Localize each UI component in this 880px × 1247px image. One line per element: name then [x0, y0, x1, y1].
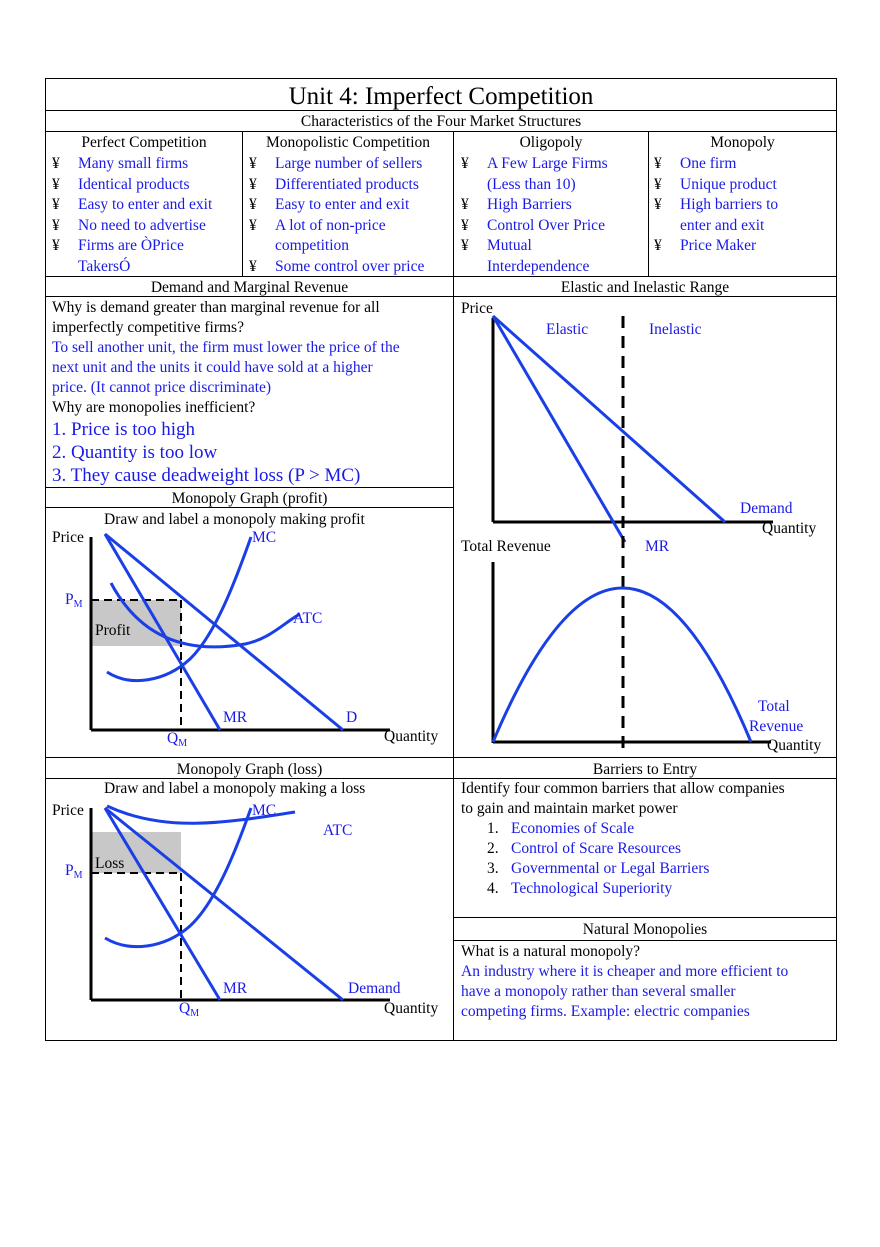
- list-item: ¥ High Barriers: [461, 196, 572, 213]
- barriers-heading: Barriers to Entry: [592, 761, 698, 778]
- barrier-item: Technological Superiority: [511, 880, 673, 897]
- qm-label: QM: [179, 1000, 200, 1019]
- barriers-question: Identify four common barriers that allow companies: [461, 780, 785, 797]
- list-item: ¥ Control Over Price: [461, 216, 605, 234]
- qm-label: QM: [167, 730, 188, 749]
- page-title: Unit 4: Imperfect Competition: [288, 83, 594, 110]
- mr-label: MR: [223, 709, 248, 726]
- list-item: ¥ Mutual: [461, 237, 532, 254]
- demand-answer: To sell another unit, the firm must lower the price of the: [52, 339, 400, 356]
- barriers-question: to gain and maintain market power: [461, 800, 678, 817]
- profit-graph-heading: Monopoly Graph (profit): [171, 490, 328, 507]
- perfect-list: [52, 154, 212, 277]
- list-item: ¥ Easy to enter and exit: [249, 196, 410, 213]
- list-item: ¥ Some control over price: [249, 257, 425, 275]
- barrier-num: 4.: [487, 880, 499, 897]
- col-title-perfect: Perfect Competition: [81, 134, 207, 151]
- demand-question: imperfectly competitive firms?: [52, 319, 244, 336]
- d-label: D: [346, 709, 358, 726]
- oligopoly-list: [461, 154, 608, 277]
- list-item-cont: TakersÓ: [78, 257, 131, 275]
- quantity-label: Quantity: [384, 728, 439, 745]
- inefficient-question: Why are monopolies inefficient?: [52, 399, 256, 416]
- total-revenue-label: Total: [758, 698, 790, 715]
- atc-label: ATC: [323, 822, 353, 839]
- atc-label: ATC: [293, 610, 323, 627]
- mc-curve: [105, 808, 251, 947]
- total-revenue-label: Revenue: [749, 718, 804, 735]
- barrier-item: Economies of Scale: [511, 820, 635, 837]
- barrier-num: 2.: [487, 840, 499, 857]
- list-item-cont: enter and exit: [680, 216, 765, 234]
- col-title-monopolistic: Monopolistic Competition: [265, 134, 431, 151]
- natural-answer: competing firms. Example: electric companies: [461, 1003, 750, 1020]
- border-top: [45, 78, 837, 79]
- col-title-oligopoly: Oligopoly: [519, 134, 583, 151]
- list-item: ¥ Easy to enter and exit: [52, 196, 213, 213]
- demand-question: Why is demand greater than marginal revenue for all: [52, 299, 380, 316]
- profit-instruction: Draw and label a monopoly making profit: [104, 511, 365, 528]
- barrier-item: Governmental or Legal Barriers: [511, 860, 710, 877]
- loss-graph: [45, 778, 454, 1040]
- divider: [453, 917, 837, 918]
- mc-label: MC: [252, 529, 277, 546]
- elastic-label: Elastic: [546, 321, 589, 338]
- list-item: ¥ Price Maker: [654, 237, 757, 254]
- list-item: ¥ One firm: [654, 155, 737, 172]
- inelastic-label: Inelastic: [649, 321, 702, 338]
- profit-label: Profit: [95, 622, 131, 639]
- characteristics-heading: Characteristics of the Four Market Structures: [300, 113, 582, 130]
- list-item: ¥ Unique product: [654, 175, 777, 193]
- divider: [45, 757, 837, 758]
- natural-answer: have a monopoly rather than several smaller: [461, 983, 736, 1000]
- quantity-label: Quantity: [767, 737, 822, 754]
- price-label: Price: [461, 300, 493, 317]
- barrier-num: 1.: [487, 820, 499, 837]
- list-item: ¥ No need to advertise: [52, 216, 206, 234]
- elastic-heading: Elastic and Inelastic Range: [560, 279, 730, 296]
- inefficient-answer: 1. Price is too high: [52, 419, 196, 440]
- profit-graph: [45, 507, 454, 757]
- price-label: Price: [52, 802, 84, 819]
- pm-label: PM: [65, 862, 83, 881]
- inefficient-answer: 3. They cause deadweight loss (P > MC): [52, 465, 361, 486]
- natural-heading: Natural Monopolies: [582, 921, 708, 938]
- monopoly-list: [654, 154, 778, 257]
- mr-label: MR: [223, 980, 248, 997]
- border-bottom: [45, 1040, 837, 1041]
- pm-label: PM: [65, 591, 83, 610]
- list-item: ¥ A lot of non-price: [249, 216, 386, 234]
- mr-label: MR: [645, 538, 670, 555]
- list-item-cont: Interdependence: [487, 257, 590, 275]
- quantity-label: Quantity: [384, 1000, 439, 1017]
- total-revenue-axis-label: Total Revenue: [461, 538, 551, 555]
- list-item: ¥ Many small firms: [52, 155, 189, 172]
- demand-answer: price. (It cannot price discriminate): [52, 379, 272, 396]
- list-item: ¥ Differentiated products: [249, 175, 419, 193]
- loss-label: Loss: [95, 855, 125, 872]
- natural-answer: An industry where it is cheaper and more efficient to: [461, 963, 789, 980]
- list-item-cont: (Less than 10): [487, 175, 576, 193]
- divider: [45, 487, 454, 488]
- natural-question: What is a natural monopoly?: [461, 943, 641, 960]
- demand-mr-heading: Demand and Marginal Revenue: [150, 279, 349, 296]
- list-item: ¥ Large number of sellers: [249, 155, 423, 172]
- mr-curve: [493, 316, 625, 542]
- demand-label: Demand: [348, 980, 401, 997]
- quantity-label: Quantity: [762, 520, 817, 537]
- monopolistic-list: [249, 154, 424, 277]
- demand-curve: [493, 316, 725, 522]
- list-item: ¥ High barriers to: [654, 196, 779, 213]
- elastic-graph: [453, 296, 837, 756]
- divider: [453, 940, 837, 941]
- col-title-monopoly: Monopoly: [710, 134, 775, 151]
- barrier-item: Control of Scare Resources: [511, 840, 682, 857]
- demand-answer: next unit and the units it could have sold at a higher: [52, 359, 373, 376]
- price-label: Price: [52, 529, 84, 546]
- list-item: ¥ Firms are ÒPrice: [52, 237, 184, 254]
- demand-curve: [105, 808, 343, 1000]
- mc-label: MC: [252, 802, 277, 819]
- list-item-cont: competition: [275, 237, 350, 254]
- loss-instruction: Draw and label a monopoly making a loss: [104, 780, 366, 797]
- inefficient-answer: 2. Quantity is too low: [52, 442, 218, 463]
- loss-graph-heading: Monopoly Graph (loss): [176, 761, 323, 778]
- list-item: ¥ Identical products: [52, 175, 190, 193]
- list-item: ¥ A Few Large Firms: [461, 155, 608, 172]
- demand-label: Demand: [740, 500, 793, 517]
- barrier-num: 3.: [487, 860, 499, 877]
